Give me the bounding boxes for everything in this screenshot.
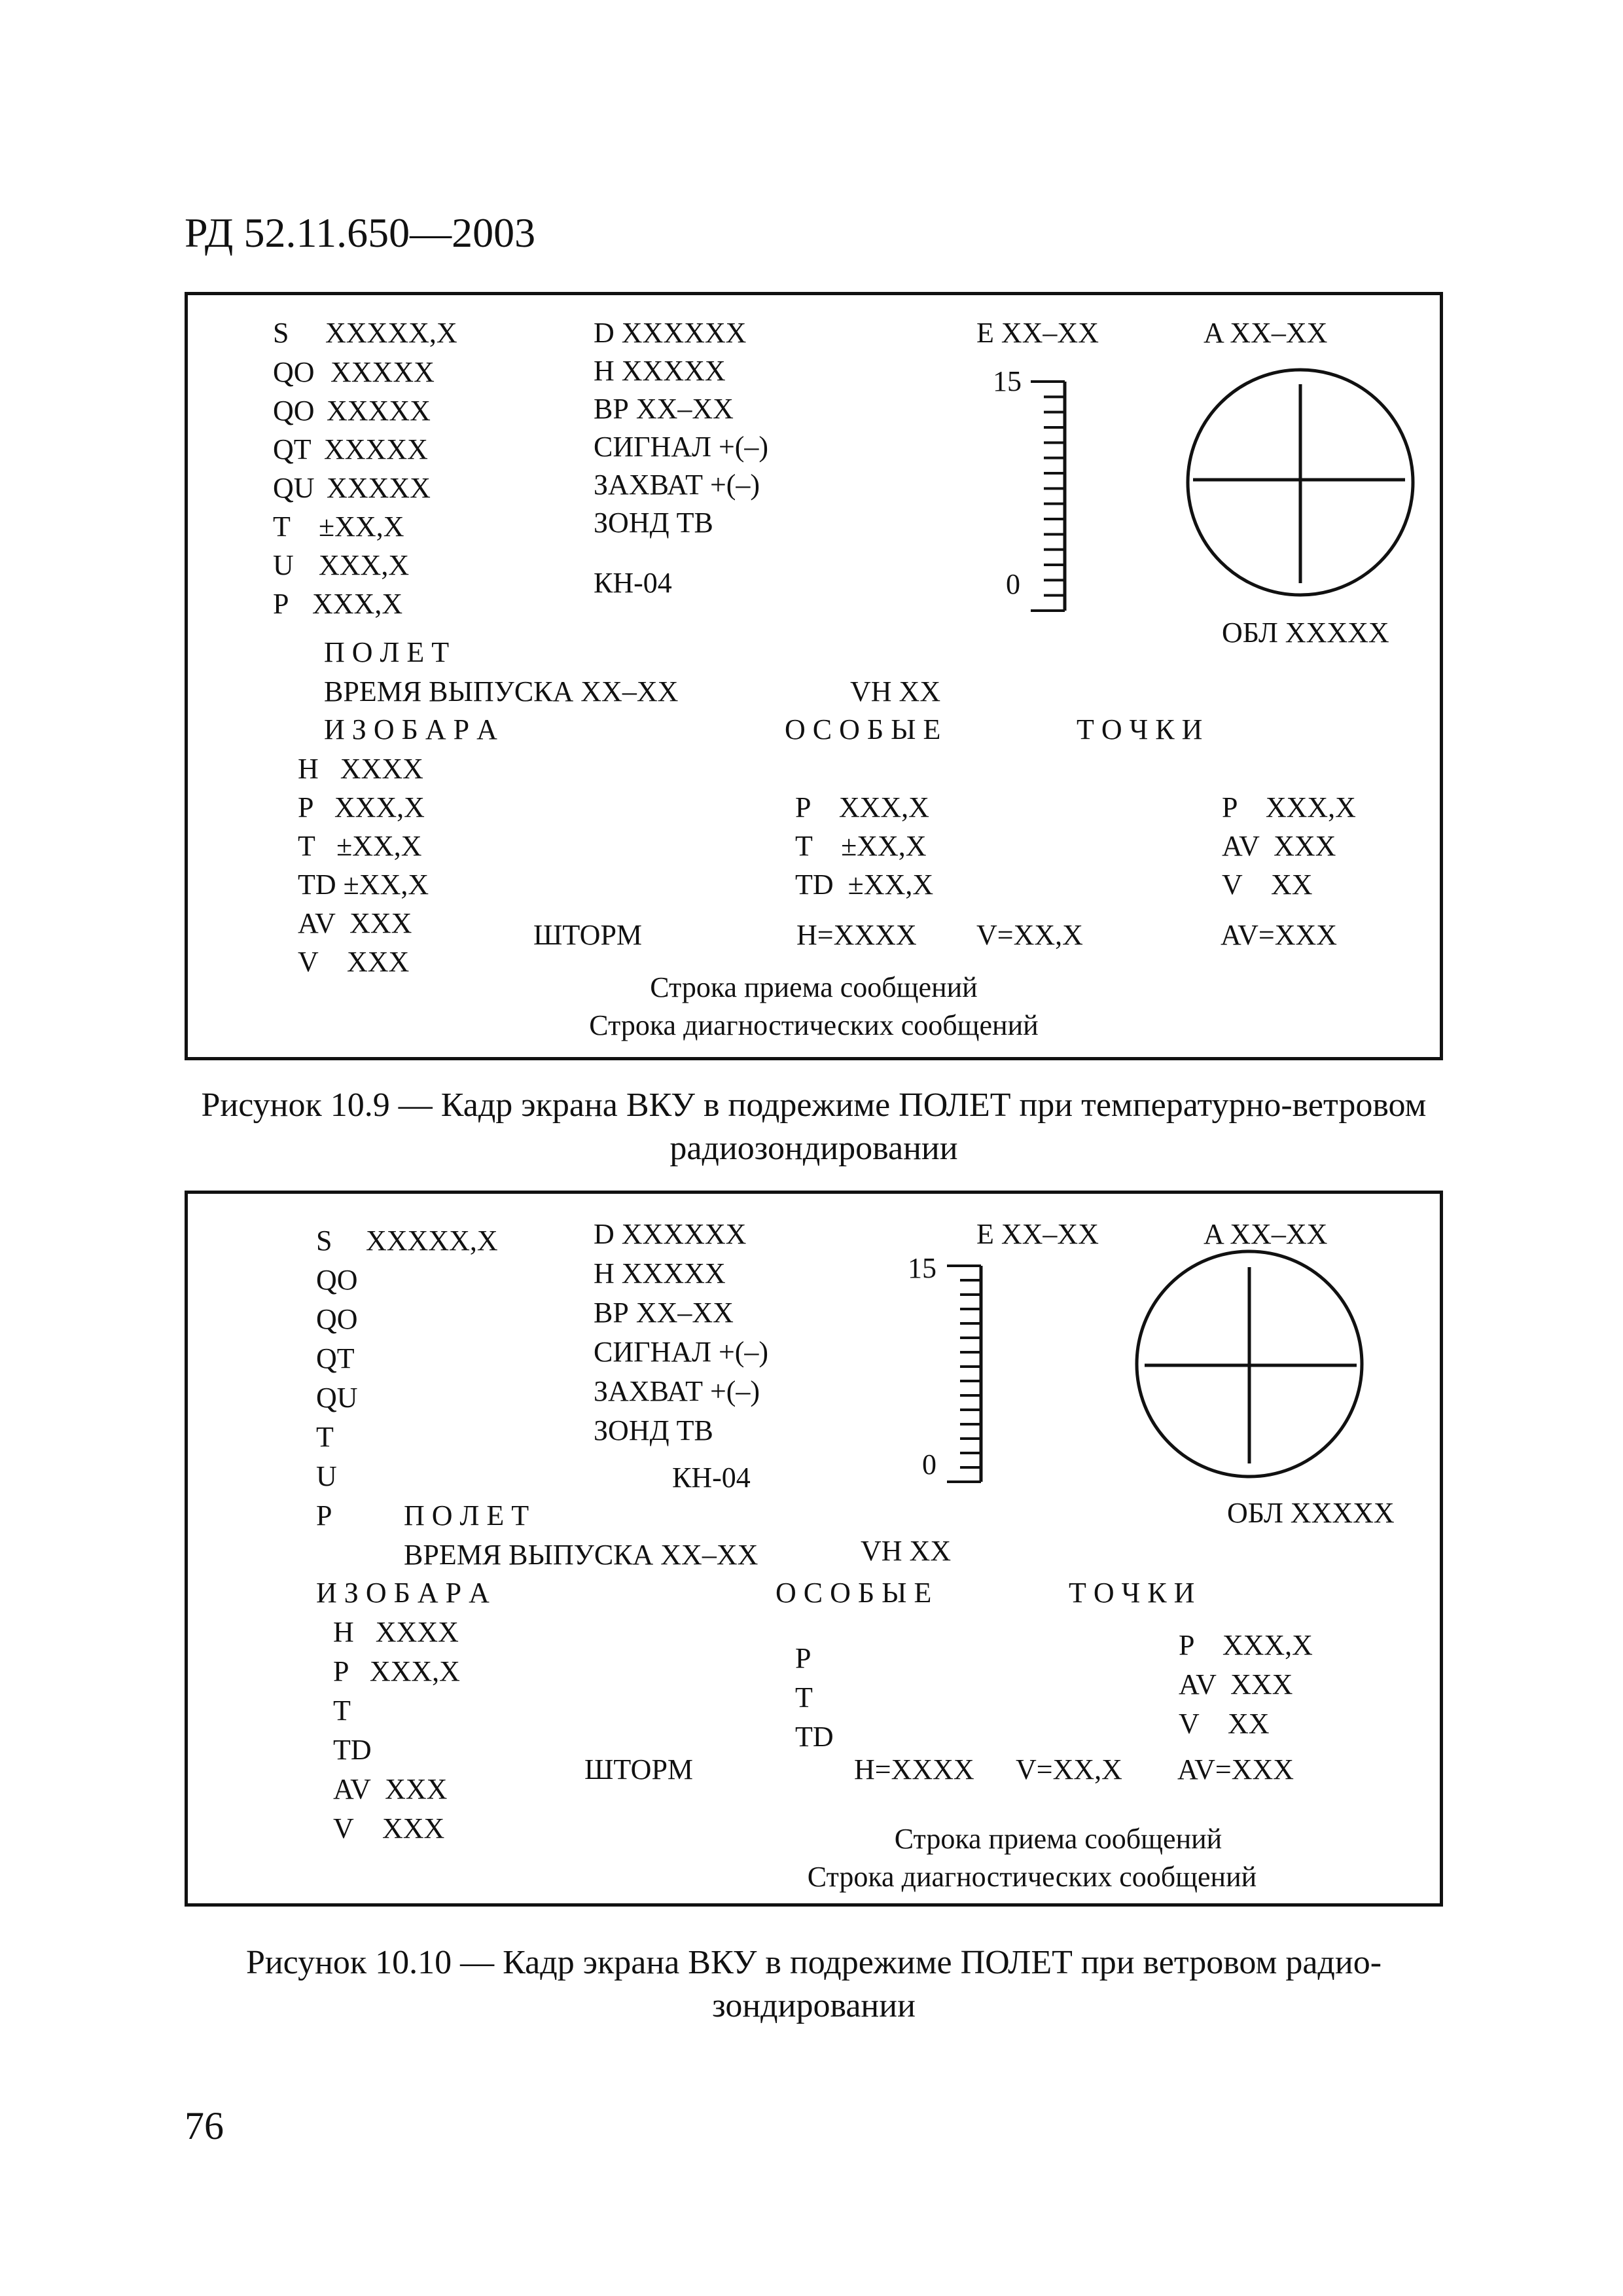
qu-label: QU xyxy=(273,472,315,504)
bp-line: ВР XX–XX xyxy=(594,1297,734,1329)
h-line: H XXXXX xyxy=(594,355,726,387)
obl-line: ОБЛ XXXXX xyxy=(1227,1497,1395,1529)
qt-label: QT xyxy=(316,1342,355,1374)
os-td: TD xyxy=(795,1721,834,1753)
izobara-label: И З О Б А Р А xyxy=(324,713,497,745)
s-value: XXXXX,X xyxy=(366,1225,498,1257)
a-line: A XX–XX xyxy=(1204,317,1328,349)
qo-value: XXXXX xyxy=(330,356,435,388)
iso-p: P XXX,X xyxy=(298,791,425,823)
figure-10-10-frame xyxy=(185,1191,1443,1907)
iso-td: TD ±XX,X xyxy=(298,869,429,901)
qo2-label: QO xyxy=(316,1303,358,1335)
tochki-label: Т О Ч К И xyxy=(1069,1577,1195,1609)
os-p: P xyxy=(795,1642,812,1674)
av-eq: AV=XXX xyxy=(1177,1753,1294,1785)
iso-td: TD xyxy=(333,1734,372,1766)
shtorm-label: ШТОРМ xyxy=(533,919,643,951)
t-label: T xyxy=(273,511,291,543)
t-label: T xyxy=(316,1421,334,1453)
scale-top-label: 15 xyxy=(908,1252,936,1284)
tp-p: P XXX,X xyxy=(1179,1629,1313,1661)
diagnostic-line: Строка диагностических сообщений xyxy=(807,1861,1257,1893)
iso-av: AV XXX xyxy=(333,1773,448,1805)
tp-v: V XX xyxy=(1222,869,1313,901)
qo2-label: QO xyxy=(273,395,315,427)
qu-value: XXXXX xyxy=(327,472,431,504)
diagnostic-line: Строка диагностических сообщений xyxy=(589,1009,1039,1041)
qo-label: QO xyxy=(316,1264,358,1296)
os-t: T xyxy=(795,1681,813,1713)
s-value: XXXXX,X xyxy=(325,317,457,349)
signal-line: СИГНАЛ +(–) xyxy=(594,431,769,463)
h-eq: H=XXXX xyxy=(854,1753,974,1785)
vh-line: VH XX xyxy=(850,675,941,708)
qt-label: QT xyxy=(273,433,312,465)
iso-v: V XXX xyxy=(333,1812,445,1844)
qu-label: QU xyxy=(316,1382,358,1414)
vertical-scale xyxy=(1031,382,1065,611)
p-value: XXX,X xyxy=(312,588,403,620)
p-label: P xyxy=(316,1499,332,1532)
vremya-line: ВРЕМЯ ВЫПУСКА XX–XX xyxy=(324,675,679,708)
vh-line: VH XX xyxy=(861,1535,952,1567)
iso-v: V XXX xyxy=(298,946,410,978)
vertical-scale xyxy=(947,1266,981,1482)
tp-av: AV XXX xyxy=(1179,1668,1293,1700)
osobye-label: О С О Б Ы Е xyxy=(785,713,941,745)
osobye-label: О С О Б Ы Е xyxy=(776,1577,932,1609)
figure-10-9-frame xyxy=(185,292,1443,1060)
qo2-value: XXXXX xyxy=(327,395,431,427)
izobara-label: И З О Б А Р А xyxy=(316,1577,490,1609)
iso-h: H XXXX xyxy=(333,1616,459,1648)
os-t: T ±XX,X xyxy=(795,830,927,862)
e-line: E XX–XX xyxy=(976,1218,1099,1250)
zond-line: ЗОНД ТВ xyxy=(594,507,713,539)
zahvat-line: ЗАХВАТ +(–) xyxy=(594,469,760,501)
obl-line: ОБЛ XXXXX xyxy=(1222,617,1389,649)
u-label: U xyxy=(273,549,294,581)
t-value: ±XX,X xyxy=(319,511,404,543)
s-label: S xyxy=(273,317,289,349)
zond-line: ЗОНД ТВ xyxy=(594,1414,713,1446)
iso-p: P XXX,X xyxy=(333,1655,460,1687)
scale-bottom-label: 0 xyxy=(1006,568,1020,600)
tp-v: V XX xyxy=(1179,1708,1270,1740)
polet-label: П О Л Е Т xyxy=(404,1499,529,1532)
target-circle xyxy=(1137,1251,1362,1477)
v-eq: V=XX,X xyxy=(1016,1753,1122,1785)
qt-value: XXXXX xyxy=(324,433,428,465)
kn-line: КН-04 xyxy=(594,567,672,599)
os-td: TD ±XX,X xyxy=(795,869,934,901)
iso-t: T ±XX,X xyxy=(298,830,422,862)
vremya-line: ВРЕМЯ ВЫПУСКА XX–XX xyxy=(404,1539,758,1571)
e-line: E XX–XX xyxy=(976,317,1099,349)
u-label: U xyxy=(316,1460,337,1492)
page-number: 76 xyxy=(185,2104,224,2147)
shtorm-label: ШТОРМ xyxy=(584,1753,694,1785)
av-eq: AV=XXX xyxy=(1221,919,1338,951)
u-value: XXX,X xyxy=(319,549,410,581)
tp-av: AV XXX xyxy=(1222,830,1336,862)
scale-bottom-label: 0 xyxy=(922,1448,936,1480)
iso-t: T xyxy=(333,1695,351,1727)
iso-av: AV XXX xyxy=(298,907,412,939)
p-label: P xyxy=(273,588,289,620)
message-line: Строка приема сообщений xyxy=(650,971,978,1003)
figure-10-10-caption: Рисунок 10.10 — Кадр экрана ВКУ в подрежиме ПОЛЕТ при ветровом радиозондировании xyxy=(245,1944,1382,2024)
d-line: D XXXXXX xyxy=(594,1218,747,1250)
target-circle xyxy=(1188,370,1413,595)
page-header: РД 52.11.650—2003 xyxy=(185,209,536,256)
tp-p: P XXX,X xyxy=(1222,791,1356,823)
tochki-label: Т О Ч К И xyxy=(1077,713,1203,745)
bp-line: ВР XX–XX xyxy=(594,393,734,425)
signal-line: СИГНАЛ +(–) xyxy=(594,1336,769,1368)
iso-h: H XXXX xyxy=(298,753,423,785)
d-line: D XXXXXX xyxy=(594,317,747,349)
os-p: P XXX,X xyxy=(795,791,929,823)
polet-label: П О Л Е Т xyxy=(324,636,450,668)
zahvat-line: ЗАХВАТ +(–) xyxy=(594,1375,760,1407)
qo-label: QO xyxy=(273,356,315,388)
message-line: Строка приема сообщений xyxy=(894,1823,1222,1855)
h-line: H XXXXX xyxy=(594,1257,726,1289)
a-line: A XX–XX xyxy=(1204,1218,1328,1250)
kn-line: КН-04 xyxy=(672,1462,751,1494)
figure-10-9-caption: Рисунок 10.9 — Кадр экрана ВКУ в подрежиме ПОЛЕТ при температурно-ветровом радиозондировании xyxy=(201,1086,1427,1167)
v-eq: V=XX,X xyxy=(976,919,1083,951)
s-label: S xyxy=(316,1225,332,1257)
h-eq: H=XXXX xyxy=(796,919,917,951)
scale-top-label: 15 xyxy=(993,365,1022,397)
